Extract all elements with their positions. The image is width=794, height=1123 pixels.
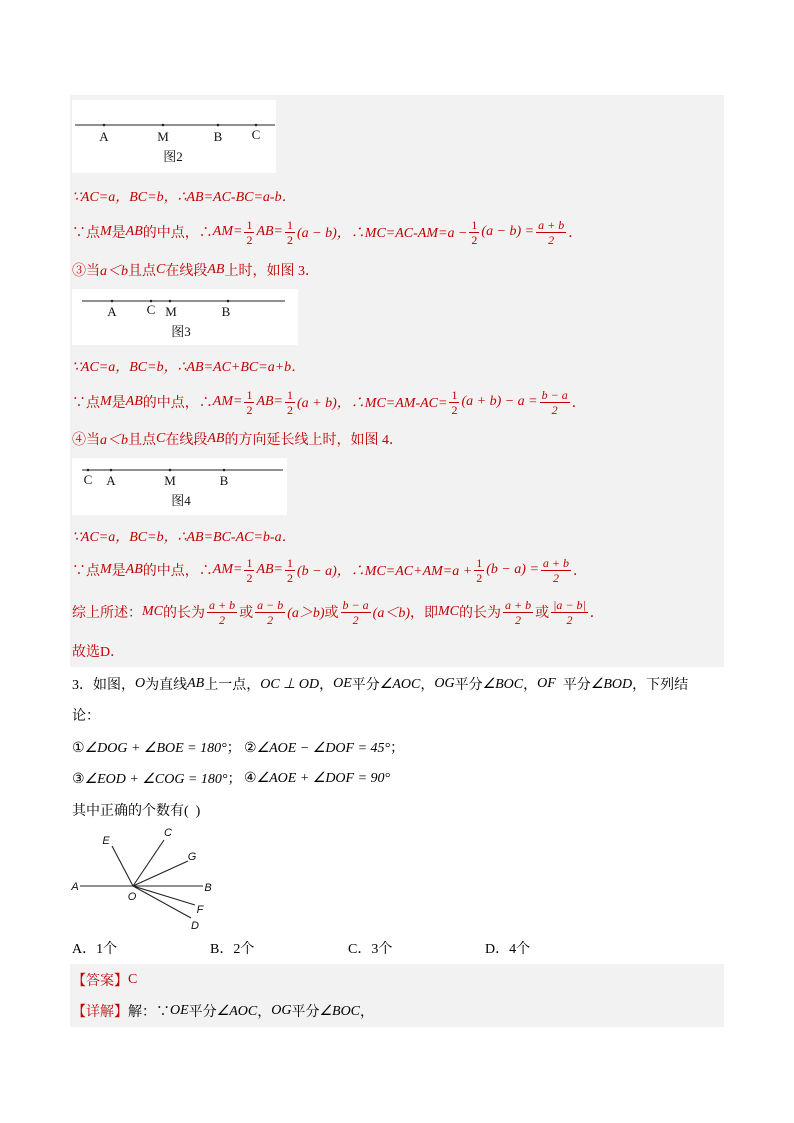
answer-value: C <box>128 972 138 987</box>
solution-line <box>72 179 296 213</box>
math-text: ∠DOG + ∠BOE = 180° <box>84 741 227 756</box>
fraction-numerator: 1 <box>246 217 253 232</box>
point-label-c: C <box>164 827 172 839</box>
fraction <box>244 556 254 585</box>
point-label: A <box>99 129 109 144</box>
fraction <box>244 388 254 417</box>
point-label: C <box>251 127 261 142</box>
fraction-numerator: b − a <box>541 387 568 402</box>
fraction <box>285 218 295 247</box>
fraction-denominator: 2 <box>541 570 571 585</box>
statement-4 <box>244 770 390 787</box>
text: ，即 <box>409 606 438 621</box>
math-text: ∵AC=a，BC=b，∴AB=AC-BC=a-b． <box>72 190 296 205</box>
fraction-numerator: a + b <box>538 217 565 232</box>
text: 平分 <box>188 1005 217 1020</box>
fraction-denominator: 2 <box>476 570 483 585</box>
text: 的长为 <box>163 606 205 621</box>
statement-number: ① <box>72 741 85 756</box>
math-text: O <box>135 676 146 691</box>
math-text: ∠BOD <box>590 676 633 692</box>
math-text: OE <box>333 676 352 691</box>
math-text: ∠AOC <box>216 1003 258 1019</box>
fraction-numerator: 1 <box>471 217 478 232</box>
point-label-a: A <box>71 881 79 893</box>
text: 其中正确的个数有( ) <box>72 804 201 819</box>
text: 上一点， <box>204 678 261 693</box>
option-c[interactable]: C．3个 <box>348 942 393 957</box>
fraction <box>551 598 588 627</box>
text: 或 <box>535 606 550 621</box>
point-label-b: B <box>204 882 212 894</box>
fraction-numerator: 1 <box>287 387 294 402</box>
text: 的长为 <box>458 606 501 621</box>
math-text: C <box>156 431 166 446</box>
question-stem-cont <box>72 698 100 732</box>
text: ∵点 <box>72 564 100 579</box>
math-text: AM= <box>212 394 243 409</box>
fraction <box>469 218 479 247</box>
fraction-numerator: 1 <box>451 387 458 402</box>
text: 解：∵ <box>128 1005 170 1020</box>
math-text: AB= <box>256 224 284 239</box>
solution-line <box>72 519 296 553</box>
math-text: ∵AC=a，BC=b，∴AB=AC+BC=a+b． <box>72 360 306 375</box>
point-label: B <box>213 129 223 144</box>
text: ． <box>568 226 583 241</box>
text: ，下列结 <box>632 678 689 693</box>
math-text: AB <box>187 676 205 691</box>
fraction-denominator: 2 <box>341 612 371 627</box>
fraction <box>474 556 484 585</box>
text: ； <box>226 741 241 756</box>
math-text: M <box>100 562 112 577</box>
text: 的中点，∴ <box>142 226 213 241</box>
math-text: OG <box>434 676 455 691</box>
math-text: AB= <box>256 562 284 577</box>
math-text: ∠EOD + ∠COG = 180° <box>84 772 228 787</box>
solution-line <box>72 349 305 383</box>
fraction-numerator: 1 <box>246 387 253 402</box>
point-label-f: F <box>196 904 204 916</box>
math-text: OG <box>271 1003 292 1018</box>
fraction <box>255 598 285 627</box>
answer-tag: 【答案】 <box>72 974 128 989</box>
text: 论： <box>72 709 100 724</box>
text: ； <box>390 741 405 756</box>
text: ． <box>573 564 588 579</box>
point-label: C <box>146 302 156 317</box>
point-label: B <box>219 473 229 488</box>
answer-line <box>72 963 137 997</box>
text: 是 <box>111 564 126 579</box>
math-text: ∵AC=a，BC=b，∴AB=BC-AC=b-a． <box>72 530 296 545</box>
text: ， <box>360 1005 375 1020</box>
fraction-numerator: a + b <box>504 597 532 612</box>
fraction-denominator: 2 <box>246 232 253 247</box>
solution-summary <box>72 595 604 629</box>
math-text: AB <box>125 394 143 409</box>
text: 平分 <box>454 678 483 693</box>
text: 或 <box>239 606 254 621</box>
math-text: ∠AOE + ∠DOF = 90° <box>256 770 391 786</box>
text: 在线段 <box>165 433 208 448</box>
fraction <box>540 388 570 417</box>
text: 上时，如图 3． <box>224 264 319 279</box>
figure-2 <box>72 100 276 173</box>
statement-1 <box>72 737 244 757</box>
fraction-numerator: |a − b| <box>553 597 586 612</box>
fraction-denominator: 2 <box>287 232 294 247</box>
text: 或 <box>324 606 339 621</box>
question-stem <box>72 667 688 701</box>
fraction <box>244 218 254 247</box>
point-label: C <box>83 472 93 487</box>
fraction-numerator: 1 <box>287 555 294 570</box>
point-label: M <box>165 304 177 319</box>
figure-4 <box>72 458 287 515</box>
math-text: (a + b)，∴MC=AM-AC= <box>297 396 448 411</box>
fraction-denominator: 2 <box>536 232 566 247</box>
detail-line <box>72 994 374 1028</box>
text: ， <box>257 1005 272 1020</box>
point-label-g: G <box>187 851 197 863</box>
solution-line <box>72 553 587 587</box>
math-text: a＜b <box>100 264 128 279</box>
fraction <box>541 556 571 585</box>
math-text: M <box>100 394 112 409</box>
math-text: (a＞b) <box>287 606 325 621</box>
fraction <box>207 598 237 627</box>
text: 且点 <box>128 433 156 448</box>
solution-line <box>72 422 403 456</box>
fraction-denominator: 2 <box>503 612 533 627</box>
text: 的中点，∴ <box>142 396 213 411</box>
statements-row <box>72 761 390 795</box>
fraction-numerator: a + b <box>209 597 236 612</box>
fraction-numerator: 1 <box>287 217 294 232</box>
fraction <box>536 218 566 247</box>
point-label-o: O <box>127 891 137 903</box>
text: ． <box>589 606 604 621</box>
text: 是 <box>111 226 126 241</box>
text: 3．如图， <box>72 678 135 693</box>
fraction <box>285 556 295 585</box>
math-text: MC <box>437 604 459 619</box>
math-text: AM= <box>212 562 243 577</box>
point-label-e: E <box>102 835 110 847</box>
option-d[interactable]: D．4个 <box>485 942 531 957</box>
math-text: ∠AOE − ∠DOF = 45° <box>256 741 391 756</box>
text: ∵点 <box>72 396 100 411</box>
solution-line <box>72 253 319 287</box>
fraction <box>449 388 459 417</box>
point-label: A <box>106 473 116 488</box>
solution-line <box>72 215 582 249</box>
text: ． <box>571 396 586 411</box>
text: 在线段 <box>165 264 208 279</box>
fraction-denominator: 2 <box>551 612 588 627</box>
statements-row <box>72 730 404 764</box>
text: 是 <box>111 396 126 411</box>
fraction <box>341 598 371 627</box>
text: 的中点，∴ <box>142 564 213 579</box>
fraction-denominator: 2 <box>287 402 294 417</box>
math-text: a＜b <box>100 433 128 448</box>
fraction-denominator: 2 <box>451 402 458 417</box>
text: ， <box>523 678 538 693</box>
math-text: AB <box>207 431 225 446</box>
option-a[interactable]: A．1个 <box>72 942 118 957</box>
text: 故选D． <box>72 645 125 660</box>
solution-conclusion <box>72 634 124 668</box>
fraction-denominator: 2 <box>246 402 253 417</box>
point-label-d: D <box>191 920 199 932</box>
point-label: B <box>221 304 231 319</box>
text: 为直线 <box>145 678 188 693</box>
math-text: MC <box>142 604 163 619</box>
math-text: (b − a)，∴MC=AC+AM=a + <box>297 564 473 579</box>
text: 平分 <box>555 678 591 693</box>
text: ④当 <box>72 433 100 448</box>
solution-line <box>72 385 586 419</box>
math-text: (a＜b) <box>372 606 410 621</box>
text: 平分 <box>291 1005 320 1020</box>
figure-caption: 图3 <box>171 324 191 339</box>
text: 的方向延长线上时，如图 4． <box>224 433 403 448</box>
text: 平分 <box>351 678 380 693</box>
math-text: ∠BOC <box>482 676 524 692</box>
text: 且点 <box>128 264 156 279</box>
figure-3 <box>72 289 298 345</box>
text: ， <box>319 678 334 693</box>
math-text: AB <box>125 562 143 577</box>
math-text: OF <box>537 676 556 691</box>
text: 综上所述： <box>72 606 142 621</box>
math-text: (a − b)，∴MC=AC-AM=a − <box>297 226 468 241</box>
math-text: M <box>100 224 112 239</box>
fraction <box>285 388 295 417</box>
statement-2 <box>244 737 404 757</box>
fraction-denominator: 2 <box>246 570 253 585</box>
text: ； <box>227 772 242 787</box>
math-text: C <box>156 262 166 277</box>
text: ③当 <box>72 264 100 279</box>
fraction-denominator: 2 <box>471 232 478 247</box>
option-b[interactable]: B．2个 <box>210 942 255 957</box>
text: ∵点 <box>72 226 100 241</box>
figure-caption: 图2 <box>163 149 183 164</box>
math-text: AM= <box>212 224 243 239</box>
fraction-denominator: 2 <box>287 570 294 585</box>
angle-figure <box>60 820 220 935</box>
statement-number: ③ <box>72 772 85 787</box>
fraction-numerator: a + b <box>542 555 570 570</box>
math-text: AB= <box>256 394 284 409</box>
math-text: OE <box>170 1003 189 1018</box>
math-text: OC ⊥ OD <box>260 676 320 692</box>
statement-number: ② <box>244 741 257 756</box>
fraction-denominator: 2 <box>207 612 237 627</box>
point-label: M <box>164 473 176 488</box>
statement-3 <box>72 768 244 788</box>
fraction-numerator: a − b <box>257 597 284 612</box>
fraction-denominator: 2 <box>540 402 570 417</box>
fraction <box>503 598 533 627</box>
math-text: (b − a) = <box>486 562 539 577</box>
point-label: M <box>157 129 169 144</box>
math-text: (a − b) = <box>481 224 535 239</box>
fraction-numerator: 1 <box>246 555 253 570</box>
point-label: A <box>107 304 117 319</box>
statement-number: ④ <box>244 770 257 786</box>
math-text: AB <box>207 262 225 277</box>
math-text: ∠AOC <box>379 676 421 692</box>
figure-caption: 图4 <box>171 493 191 508</box>
math-text: AB <box>125 224 143 239</box>
fraction-numerator: 1 <box>476 555 483 570</box>
fraction-denominator: 2 <box>255 612 285 627</box>
fraction-numerator: b − a <box>342 597 369 612</box>
detail-tag: 【详解】 <box>72 1005 128 1020</box>
math-text: ∠BOC <box>319 1003 361 1019</box>
math-text: (a + b) − a = <box>461 394 538 409</box>
text: ， <box>420 678 435 693</box>
